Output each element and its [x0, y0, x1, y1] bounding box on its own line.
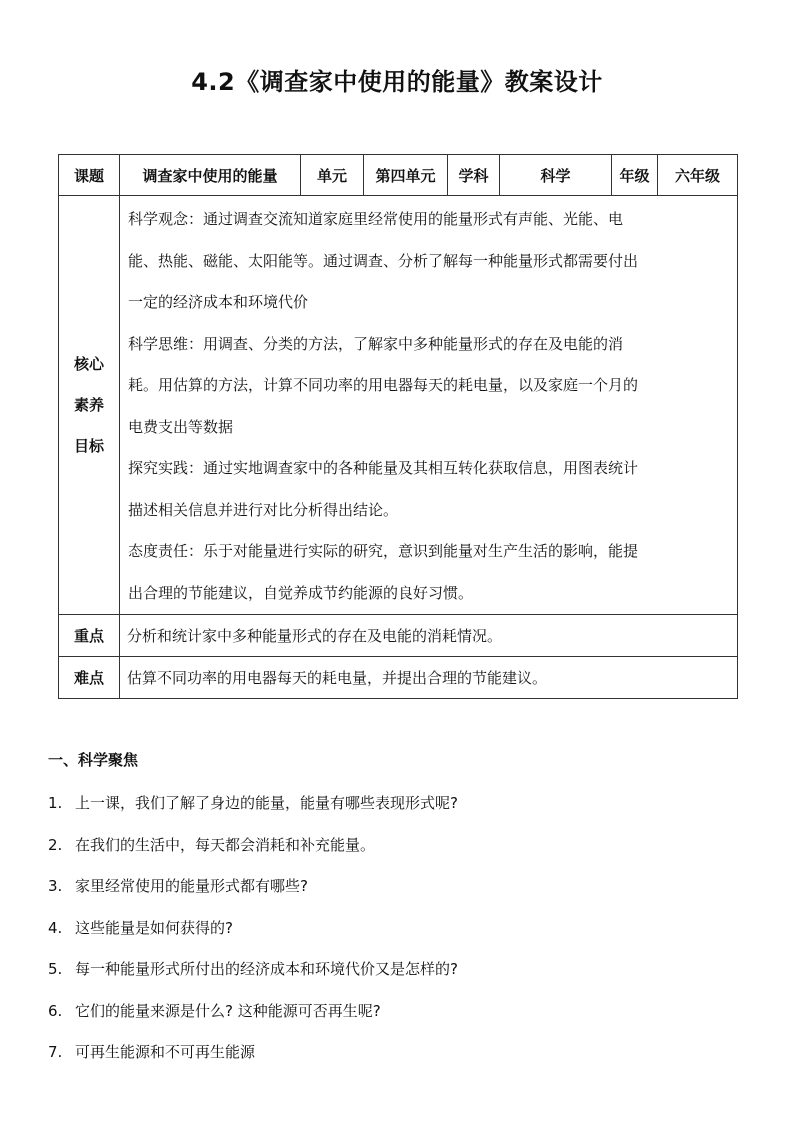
list-item [48, 783, 458, 825]
key-point-text: 分析和统计家中多种能量形式的存在及电能的消耗情况。 [120, 615, 738, 657]
item-text: 它们的能量来源是什么? 这种能源可否再生呢? [75, 1001, 381, 1020]
goal-line: 能、热能、磁能、太阳能等。通过调查、分析了解每一种能量形式都需要付出 [128, 251, 639, 270]
item-number: 1. [48, 794, 63, 812]
grade-value: 六年级 [658, 155, 738, 196]
core-goals-row [59, 196, 738, 615]
goal-line: 描述相关信息并进行对比分析得出结论。 [128, 500, 399, 519]
list-item [48, 908, 458, 950]
list-item [48, 866, 458, 908]
question-list [48, 783, 458, 1074]
page-title: 4.2《调查家中使用的能量》教案设计 [191, 68, 603, 96]
unit-label: 单元 [301, 155, 364, 196]
item-text: 在我们的生活中，每天都会消耗和补充能量。 [75, 835, 376, 854]
item-number: 7. [48, 1043, 63, 1061]
item-text: 这些能量是如何获得的? [75, 918, 233, 937]
item-number: 6. [48, 1001, 63, 1020]
item-text: 家里经常使用的能量形式都有哪些? [75, 877, 308, 895]
unit-value: 第四单元 [364, 155, 448, 196]
difficulty-label: 难点 [59, 657, 120, 699]
subject-label: 学科 [448, 155, 500, 196]
course-label: 课题 [59, 155, 120, 196]
goal-line: 出合理的节能建议，自觉养成节约能源的良好习惯。 [128, 583, 474, 602]
core-goals-label-line: 核心 [73, 354, 104, 373]
list-item [48, 825, 458, 867]
item-number: 2. [48, 835, 63, 854]
goal-line: 电费支出等数据 [128, 417, 234, 436]
list-item [48, 991, 458, 1033]
subject-value: 科学 [500, 155, 612, 196]
item-text: 可再生能源和不可再生能源 [75, 1043, 256, 1061]
difficulty-text: 估算不同功率的用电器每天的耗电量，并提出合理的节能建议。 [120, 657, 738, 699]
core-goals-content [120, 196, 738, 615]
goal-line: 态度责任：乐于对能量进行实际的研究，意识到能量对生产生活的影响，能提 [128, 542, 639, 560]
list-item [48, 949, 458, 991]
goal-line: 探究实践：通过实地调查家中的各种能量及其相互转化获取信息，用图表统计 [128, 459, 639, 477]
key-point-label: 重点 [59, 615, 120, 657]
key-point-row [59, 615, 738, 657]
grade-label: 年级 [612, 155, 658, 196]
difficulty-row [59, 657, 738, 699]
lesson-plan-table [58, 154, 738, 699]
goal-line: 科学思维：用调查、分类的方法，了解家中多种能量形式的存在及电能的消 [128, 334, 624, 353]
section-heading: 一、科学聚焦 [48, 751, 139, 769]
core-goals-label-line: 素养 [73, 395, 104, 414]
core-goals-label-line: 目标 [73, 436, 104, 455]
list-item [48, 1032, 458, 1074]
core-goals-label [59, 196, 120, 615]
item-text: 每一种能量形式所付出的经济成本和环境代价又是怎样的? [75, 960, 458, 978]
item-number: 5. [48, 960, 63, 978]
item-text: 上一课，我们了解了身边的能量，能量有哪些表现形式呢? [75, 794, 458, 812]
goal-line: 一定的经济成本和环境代价 [128, 293, 309, 311]
goal-line: 耗。用估算的方法，计算不同功率的用电器每天的耗电量，以及家庭一个月的 [128, 376, 639, 394]
item-number: 4. [48, 918, 63, 937]
header-row [59, 155, 738, 196]
item-number: 3. [48, 877, 63, 895]
course-value: 调查家中使用的能量 [120, 155, 301, 196]
goal-line: 科学观念：通过调查交流知道家庭里经常使用的能量形式有声能、光能、电 [128, 210, 624, 228]
